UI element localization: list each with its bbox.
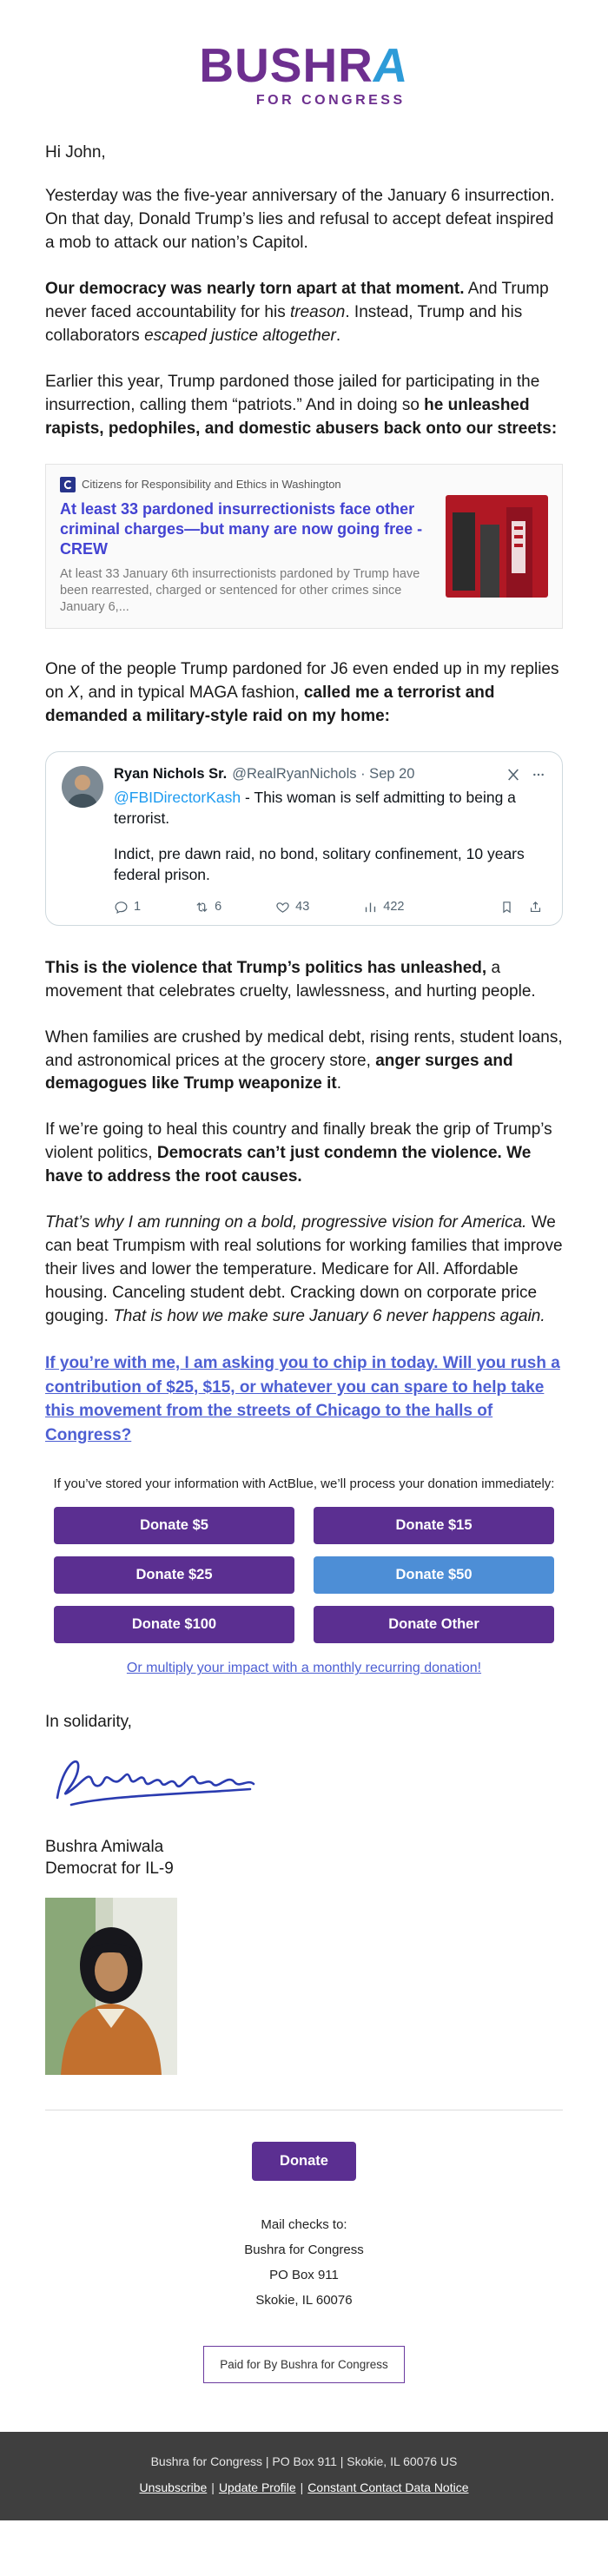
donate-50-button[interactable]: Donate $50 [314,1556,554,1594]
bookmark-icon[interactable] [499,900,514,915]
like-count: 43 [295,900,310,915]
logo-wordmark [199,38,413,92]
contribution-cta-link[interactable]: If you’re with me, I am asking you to chip in today. Will you rush a contribution of $25, $15, or whatever you can spare to help take this movement from the streets of Chicago to the halls of Congress? [45,1354,560,1444]
tweet-embed[interactable] [45,751,563,926]
footer-separator: | [300,2480,304,2494]
news-description: At least 33 January 6th insurrectionists pardoned by Trump have been rearrested, charged or sentenced for other crimes since January 6,... [60,566,420,615]
mail-po-box: PO Box 911 [269,2267,339,2282]
donate-other-button[interactable]: Donate Other [314,1606,554,1643]
mail-checks-block [45,2217,563,2308]
paid-for-disclaimer: Paid for By Bushra for Congress [203,2346,405,2383]
body-paragraph-6: When families are crushed by medical debt, rising rents, student loans, and astronomical prices at the grocery store, anger surges and demagogues like Trump weaponize it. [45,1027,563,1093]
mail-org: Bushra for Congress [244,2242,364,2257]
sender-name: Bushra Amiwala [45,1838,164,1857]
body-paragraph-1: Yesterday was the five-year anniversary of the January 6 insurrection. On that day, Donald Trump’s lies and refusal to accept defeat inspired a mob to attack our nation’s Capitol. [45,187,555,252]
sender-role: Democrat for IL-9 [45,1859,174,1879]
update-profile-link[interactable]: Update Profile [218,2480,296,2494]
views-count: 422 [383,900,405,915]
actblue-note: If you’ve stored your information with ActBlue, we’ll process your donation immediately: [53,1476,555,1492]
campaign-logo [45,38,563,109]
repost-icon [195,900,209,915]
donate-100-button[interactable]: Donate $100 [54,1606,294,1643]
signoff-salutation: In solidarity, [45,1713,132,1732]
x-logo-icon [506,768,520,782]
donate-15-button[interactable]: Donate $15 [314,1507,554,1544]
news-source: Citizens for Responsibility and Ethics in Washington [82,478,341,492]
tweet-metrics [114,900,546,915]
news-thumbnail [446,495,548,598]
views-icon [363,900,378,915]
reply-icon [114,900,129,915]
monthly-donation-link[interactable]: Or multiply your impact with a monthly recurring donation! [126,1661,482,1676]
tweet-avatar[interactable] [62,766,103,808]
tweet-author-name[interactable]: Ryan Nichols Sr. [114,766,228,783]
body-paragraph-2: Our democracy was nearly torn apart at that moment. And Trump never faced accountability for his treason. Instead, Trump and his collaborators escaped justice altogether. [45,279,549,345]
body-paragraph-5: This is the violence that Trump’s politics has unleashed, a movement that celebrates cruelty, lawlessness, and hurting people. [45,958,536,1001]
signature-image [45,1740,563,1825]
mail-checks-label: Mail checks to: [261,2216,347,2232]
donate-25-button[interactable]: Donate $25 [54,1556,294,1594]
like-icon [275,900,290,915]
footer-address: Bushra for Congress | PO Box 911 | Skokie, IL 60076 US [150,2454,458,2468]
views-button[interactable] [363,900,404,915]
donate-button[interactable]: Donate [252,2142,356,2181]
crew-logo-icon [60,477,76,492]
repost-count: 6 [215,900,222,915]
reply-button[interactable] [114,900,141,915]
unsubscribe-link[interactable]: Unsubscribe [139,2480,208,2494]
candidate-photo [45,1898,177,2075]
body-paragraph-7: If we’re going to heal this country and finally break the grip of Trump’s violent politics, Democrats can’t just condemn the violence. We have to address the root causes. [45,1120,552,1186]
email-footer [0,2432,608,2520]
body-paragraph-3: Earlier this year, Trump pardoned those jailed for participating in the insurrection, calling them “patriots.” And in doing so he unleashed rapists, pedophiles, and domestic abusers back onto our streets: [45,372,558,438]
data-notice-link[interactable]: Constant Contact Data Notice [307,2480,469,2494]
news-card-link[interactable] [45,464,563,629]
tweet-author-meta: @RealRyanNichols · Sep 20 [232,766,415,783]
body-paragraph-8: That’s why I am running on a bold, progressive vision for America. We can beat Trumpism with real solutions for working families that improve their lives and lower the temperature. Medicare for All. Affordable housing. Canceling student debt. Cracking down on corporate price gouging. That is how we make sure January 6 never happens again. [45,1213,563,1326]
mail-city: Skokie, IL 60076 [255,2292,353,2308]
greeting: Hi John, [45,143,106,162]
logo-text: BUSHR [199,38,373,92]
donate-button-grid [45,1507,563,1643]
footer-separator: | [211,2480,215,2494]
logo-letter-a: A [369,38,413,92]
news-title[interactable]: At least 33 pardoned insurrectionists face other criminal charges—but many are now going free - CREW [60,499,423,558]
share-icon[interactable] [528,900,543,915]
logo-subtitle: FOR CONGRESS [255,93,406,108]
donate-5-button[interactable]: Donate $5 [54,1507,294,1544]
reply-count: 1 [134,900,142,915]
tweet-text-line1: @FBIDirectorKash - This woman is self admitting to being a terrorist. [114,789,516,827]
tweet-text-line2: Indict, pre dawn raid, no bond, solitary confinement, 10 years federal prison. [114,845,525,883]
like-button[interactable] [275,900,309,915]
more-icon[interactable] [531,768,546,782]
body-paragraph-4: One of the people Trump pardoned for J6 even ended up in my replies on X, and in typical MAGA fashion, called me a terrorist and demanded a military-style raid on my home: [45,660,559,726]
repost-button[interactable] [195,900,221,915]
